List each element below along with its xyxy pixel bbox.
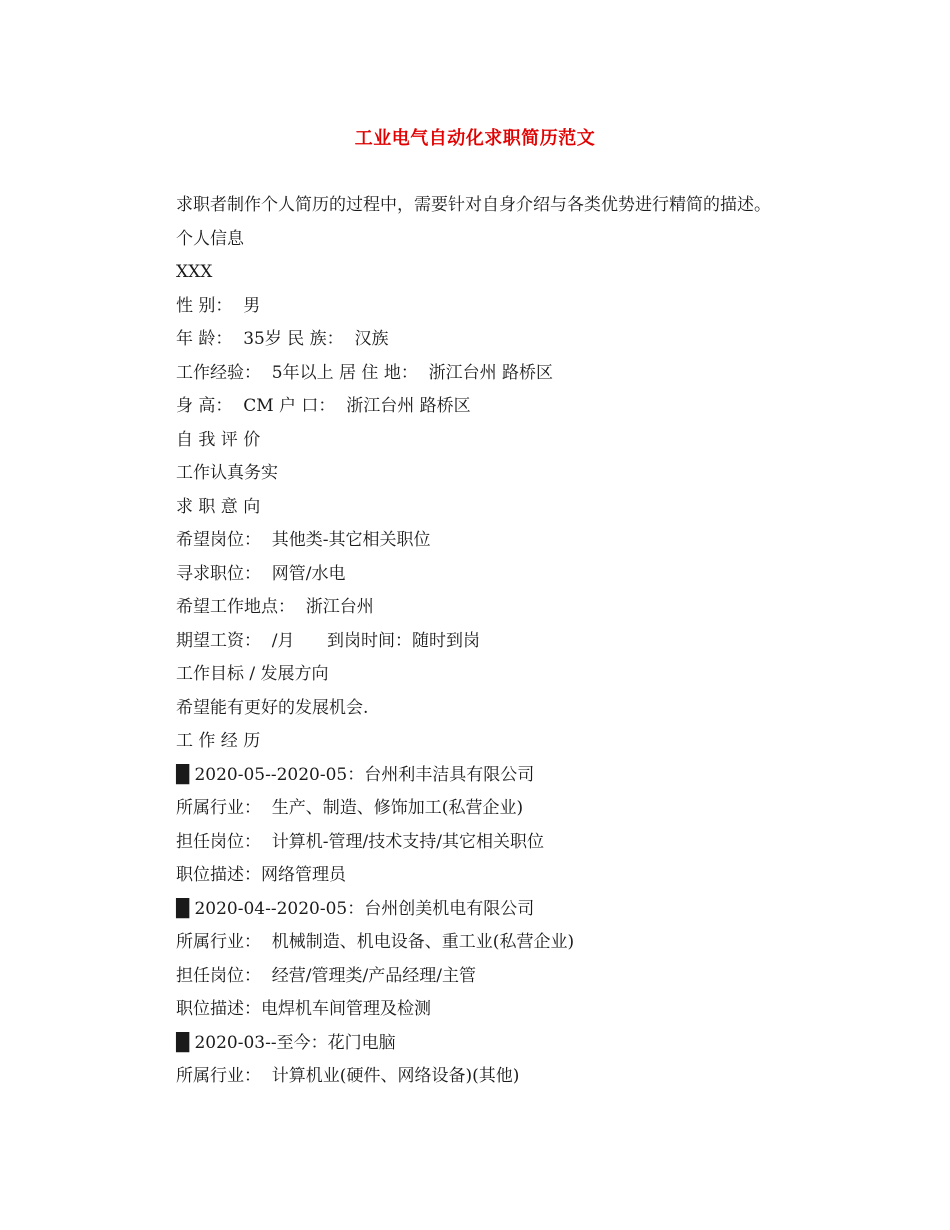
desired-position-line: 希望岗位： 其他类-其它相关职位 xyxy=(176,530,431,550)
document-body xyxy=(176,193,876,1098)
goals-text: 希望能有更好的发展机会. xyxy=(176,697,369,718)
section-heading-self-evaluation: 自 我 评 价 xyxy=(176,429,261,450)
name-line: XXX xyxy=(176,262,213,282)
job-entry-2-description: 职位描述：电焊机车间管理及检测 xyxy=(176,999,431,1019)
job-entry-1-description: 职位描述：网络管理员 xyxy=(176,865,346,885)
document-title: 工业电气自动化求职简历范文 xyxy=(354,128,596,149)
height-hukou-line: 身 高： CM 户 口： 浙江台州 路桥区 xyxy=(176,396,471,416)
section-heading-goals: 工作目标 / 发展方向 xyxy=(176,664,329,684)
sought-position-line: 寻求职位： 网管/水电 xyxy=(176,563,346,584)
job-entry-2-position: 担任岗位： 经营/管理类/产品经理/主管 xyxy=(176,965,476,986)
age-ethnicity-line: 年 龄： 35岁 民 族： 汉族 xyxy=(176,329,389,349)
salary-availability-line: 期望工资： /月 到岗时间：随时到岗 xyxy=(176,630,480,651)
job-entry-2-header: █ 2020-04--2020-05：台州创美机电有限公司 xyxy=(176,898,535,919)
experience-residence-line: 工作经验： 5年以上 居 住 地： 浙江台州 路桥区 xyxy=(176,362,554,383)
job-entry-2-industry: 所属行业： 机械制造、机电设备、重工业(私营企业) xyxy=(176,932,575,952)
self-evaluation-text: 工作认真务实 xyxy=(176,463,278,483)
intro-paragraph: 求职者制作个人简历的过程中，需要针对自身介绍与各类优势进行精简的描述。 xyxy=(176,195,771,215)
job-entry-3-header: █ 2020-03--至今：花门电脑 xyxy=(176,1032,396,1053)
section-heading-work-experience: 工 作 经 历 xyxy=(176,731,261,751)
job-entry-3-industry: 所属行业： 计算机业(硬件、网络设备)(其他) xyxy=(176,1066,520,1086)
gender-line: 性 别： 男 xyxy=(176,295,261,316)
job-entry-1-header: █ 2020-05--2020-05：台州利丰洁具有限公司 xyxy=(176,764,535,785)
section-heading-personal-info: 个人信息 xyxy=(176,228,244,249)
desired-location-line: 希望工作地点： 浙江台州 xyxy=(176,597,374,617)
job-entry-1-position: 担任岗位： 计算机-管理/技术支持/其它相关职位 xyxy=(176,831,545,852)
section-heading-job-intention: 求 职 意 向 xyxy=(176,496,261,517)
job-entry-1-industry: 所属行业： 生产、制造、修饰加工(私营企业) xyxy=(176,798,524,818)
